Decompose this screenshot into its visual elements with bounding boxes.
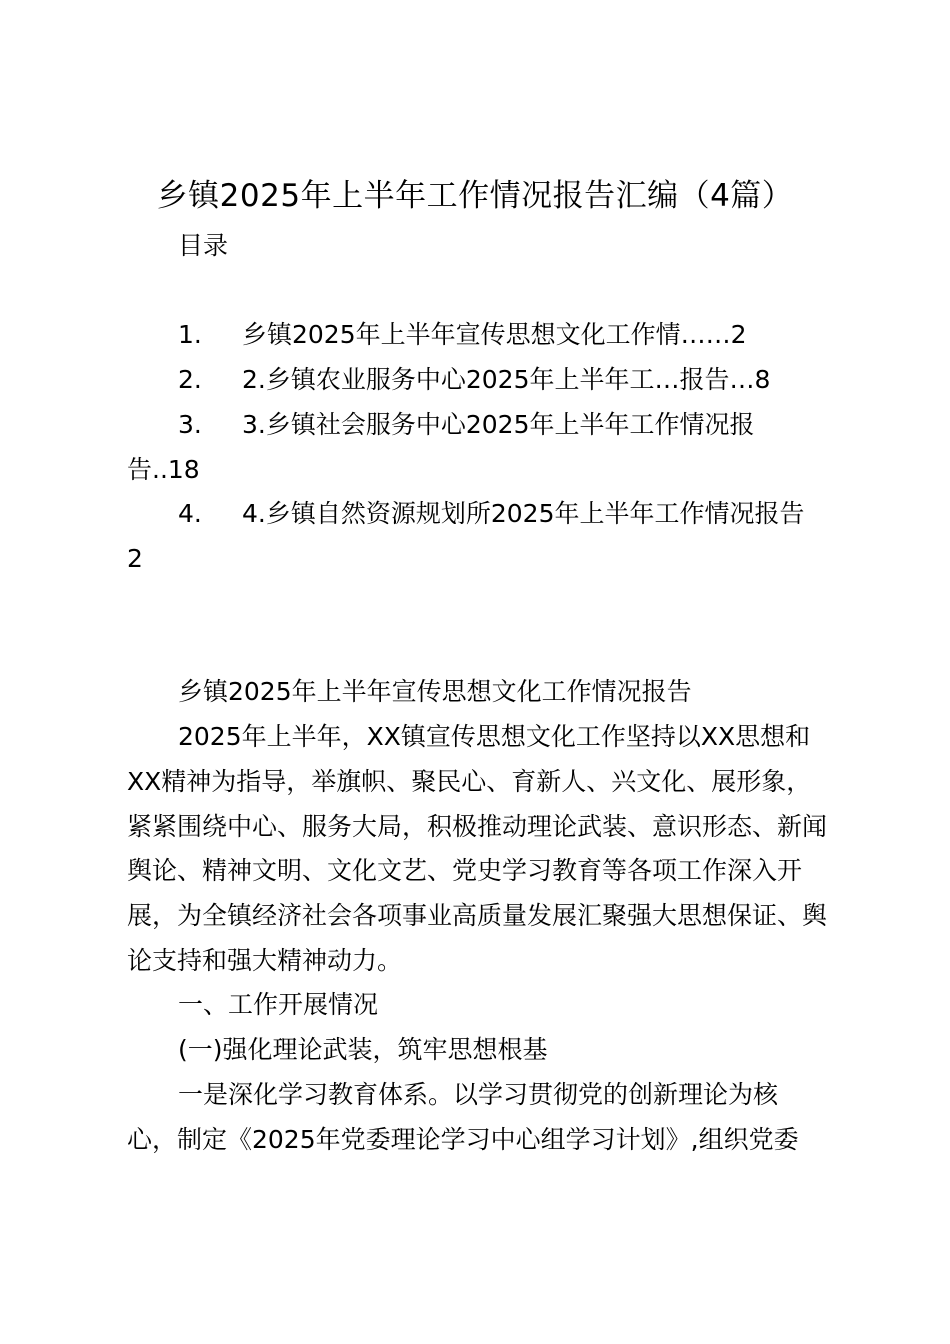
toc-item-1-text[interactable]: 乡镇2025年上半年宣传思想文化工作情……2 [242,320,747,349]
toc-item-4-continuation[interactable]: 2 [127,544,143,573]
section-title: 乡镇2025年上半年宣传思想文化工作情况报告 [178,677,692,706]
heading-level-1: 一、工作开展情况 [178,990,379,1019]
body-paragraph-1: 2025年上半年，XX镇宣传思想文化工作坚持以XX思想和XX精神为指导，举旗帜、聚民心、育新人、兴文化、展形象，紧紧围绕中心、服务大局，积极推动理论武装、意识形态、新闻舆论、精神文明、文化文艺、党史学习教育等各项工作深入开展，为全镇经济社会各项事业高质量发展汇聚强大思想保证、舆论支持和强大精神动力。 [127,722,828,975]
toc-heading: 目录 [178,231,229,260]
toc-item-2-number: 2. [178,365,202,394]
toc-item-3-continuation[interactable]: 告..18 [127,455,200,484]
document-title: 乡镇2025年上半年工作情况报告汇编（4篇） [156,178,794,214]
heading-level-2: (一)强化理论武装，筑牢思想根基 [178,1035,548,1064]
toc-item-2-text[interactable]: 2.乡镇农业服务中心2025年上半年工…报告…8 [242,365,771,394]
toc-item-4-text[interactable]: 4.乡镇自然资源规划所2025年上半年工作情况报告 [242,499,805,528]
toc-item-3-text[interactable]: 3.乡镇社会服务中心2025年上半年工作情况报 [242,410,755,439]
body-paragraph-2: 一是深化学习教育体系。以学习贯彻党的创新理论为核心，制定《2025年党委理论学习中心组学习计划》,组织党委 [127,1080,799,1154]
toc-item-1-number: 1. [178,320,202,349]
toc-item-3-number: 3. [178,410,202,439]
toc-item-4-number: 4. [178,499,202,528]
